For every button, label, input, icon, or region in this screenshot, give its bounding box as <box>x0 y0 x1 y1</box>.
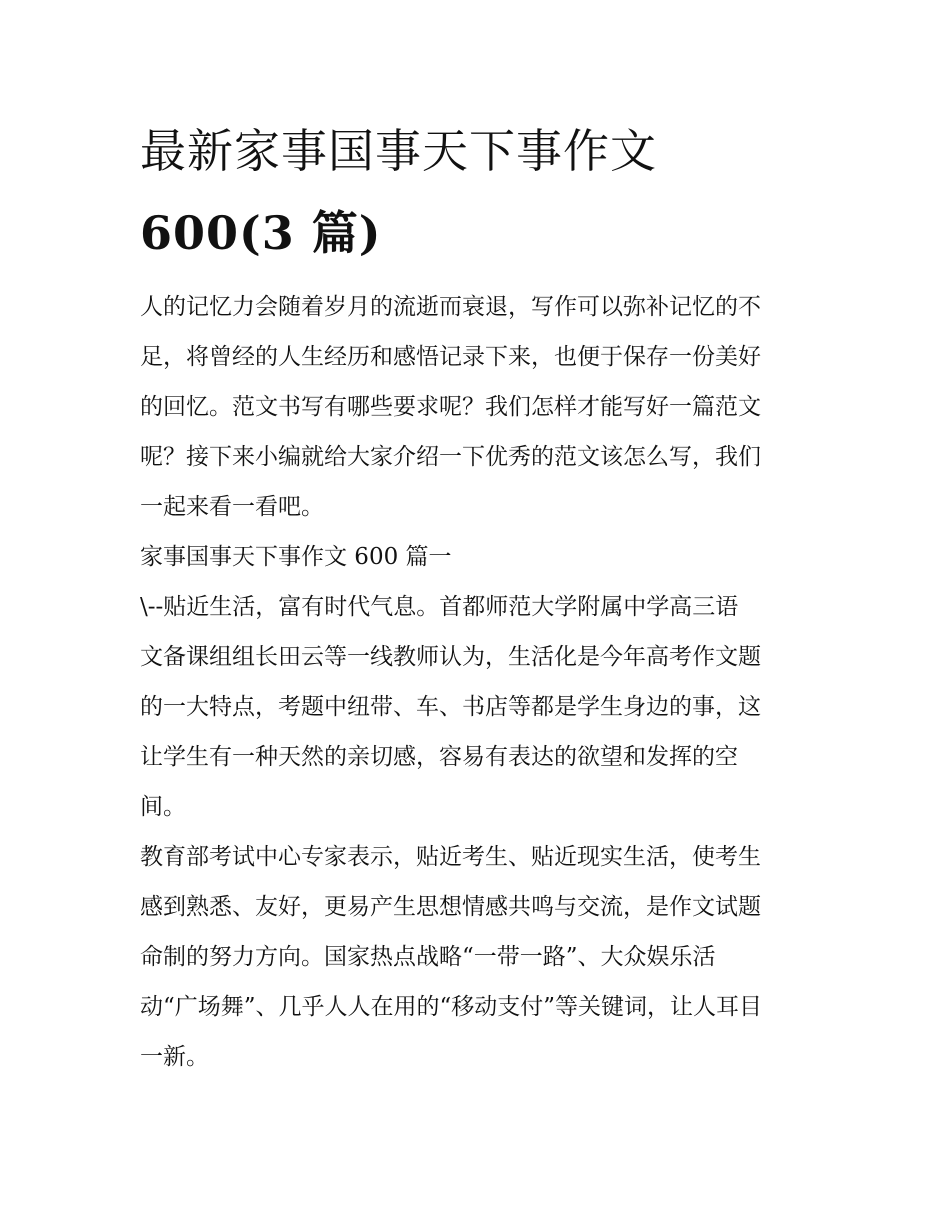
paragraph-line: 一起来看一看吧。 <box>140 494 324 520</box>
section-heading: 家事国事天下事作文 600 篇一 <box>140 544 452 570</box>
paragraph-line: 文备课组组长田云等一线教师认为，生活化是今年高考作文题 <box>140 644 761 670</box>
paragraph-line: 让学生有一种天然的亲切感，容易有表达的欲望和发挥的空 <box>140 744 738 770</box>
body-paragraph-1 <box>140 582 820 832</box>
paragraph-line: 的回忆。范文书写有哪些要求呢？我们怎样才能写好一篇范文 <box>140 394 761 420</box>
paragraph-line: 感到熟悉、友好，更易产生思想情感共鸣与交流，是作文试题 <box>140 894 761 920</box>
paragraph-line: 的一大特点，考题中纽带、车、书店等都是学生身边的事，这 <box>140 694 761 720</box>
document-page <box>140 110 820 1082</box>
paragraph-line: \--贴近生活，富有时代气息。首都师范大学附属中学高三语 <box>140 594 739 620</box>
document-title <box>140 110 820 274</box>
paragraph-line: 呢？接下来小编就给大家介绍一下优秀的范文该怎么写，我们 <box>140 444 761 470</box>
paragraph-line: 教育部考试中心专家表示，贴近考生、贴近现实生活，使考生 <box>140 844 761 870</box>
paragraph-line: 命制的努力方向。国家热点战略“一带一路”、大众娱乐活 <box>140 944 716 970</box>
paragraph-line: 人的记忆力会随着岁月的流逝而衰退，写作可以弥补记忆的不 <box>140 294 761 320</box>
paragraph-line: 动“广场舞”、几乎人人在用的“移动支付”等关键词，让人耳目 <box>140 994 763 1020</box>
paragraph-line: 一新。 <box>140 1044 209 1070</box>
body-paragraph-2 <box>140 832 820 1082</box>
intro-paragraph <box>140 282 820 532</box>
title-line-1: 最新家事国事天下事作文 <box>140 124 657 178</box>
paragraph-line: 间。 <box>140 794 186 820</box>
title-line-2: 600(3 篇) <box>140 206 382 260</box>
paragraph-line: 足，将曾经的人生经历和感悟记录下来，也便于保存一份美好 <box>140 344 761 370</box>
